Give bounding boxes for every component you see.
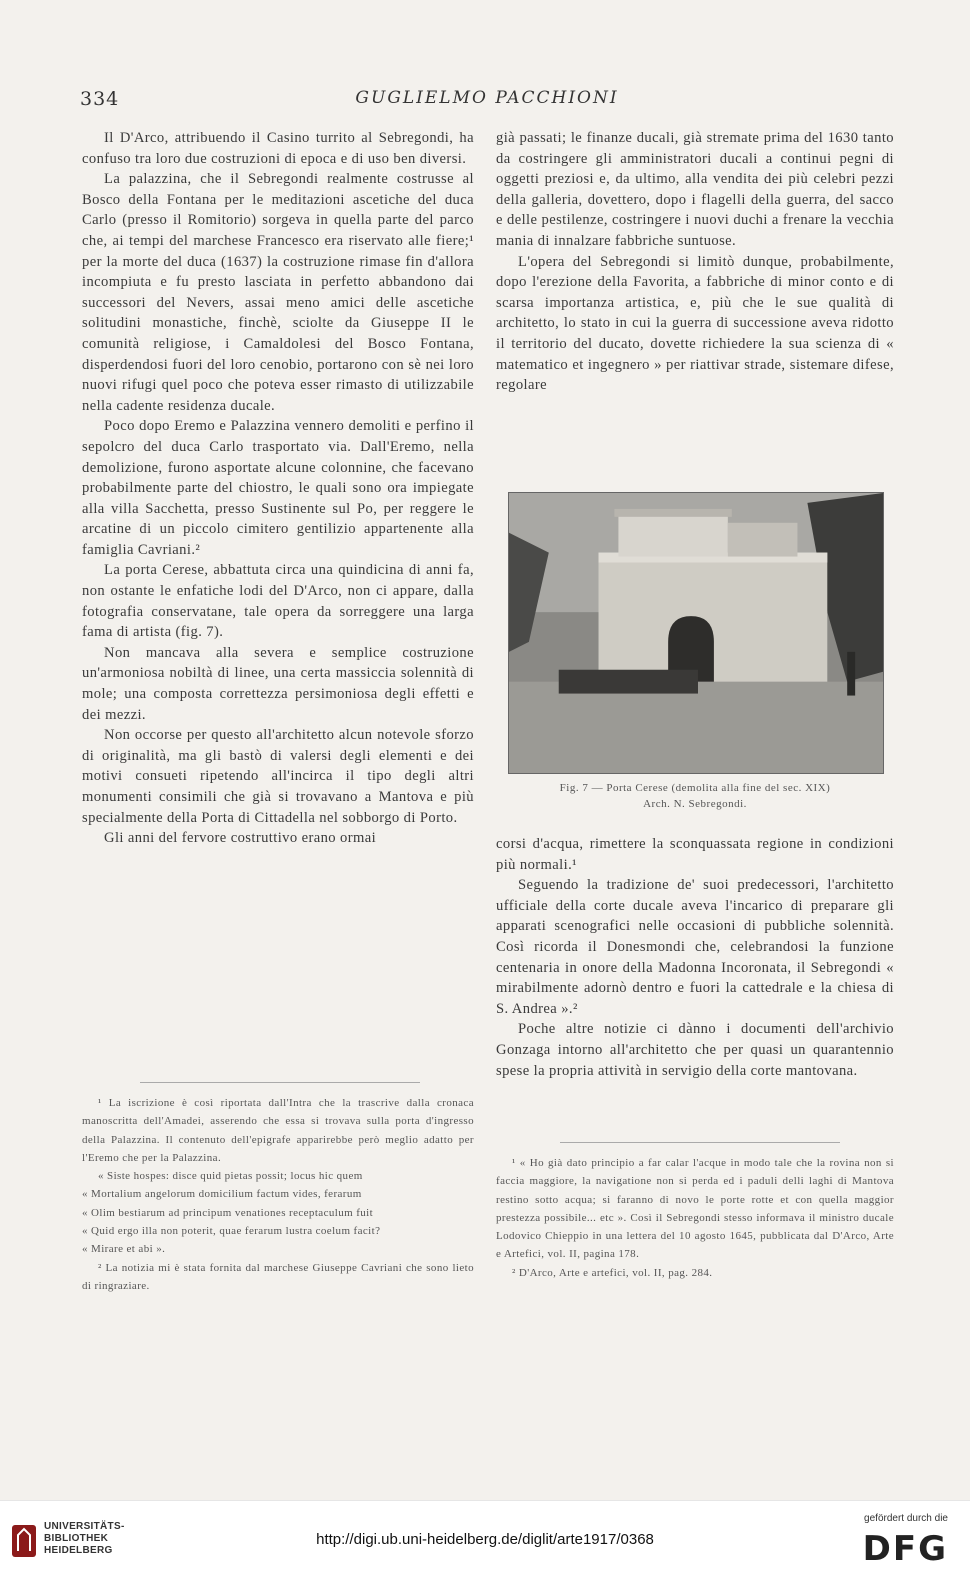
paragraph: Gli anni del fervore costruttivo erano ormai xyxy=(104,830,377,847)
footnote-verse: « Quid ergo illa non poterit, quae ferarum lustra coelum facit? xyxy=(82,1225,381,1238)
paragraph: L'opera del Sebregondi si limitò dunque, probabilmente, dopo l'erezione della Favorita, a fabbriche di minor conto e di scarsa importanza artistica, e, più che le sue qualità di architetto, lo stato in cui la guerra di successione aveva ridotto il territorio del ducato, dovette richiedere la sua scienza di « matematico et ingegnero » per riattivar strade, sistemare difese, regolare xyxy=(496,253,894,394)
footnote: ² La notizia mi è stata fornita dal marchese Giuseppe Cavriani che sono lieto di ringraziare. xyxy=(82,1261,474,1292)
caption-credit: Arch. N. Sebregondi. xyxy=(643,798,747,810)
right-column-top xyxy=(496,128,894,396)
running-title: GUGLIELMO PACCHIONI xyxy=(355,88,619,108)
library-footer xyxy=(0,1500,970,1596)
footnote-verse: « Mirare et abi ». xyxy=(82,1243,166,1256)
university-library-name: UNIVERSITÄTS- BIBLIOTHEK HEIDELBERG xyxy=(44,1521,125,1556)
digital-library-url[interactable]: http://digi.ub.uni-heidelberg.de/diglit/arte1917/0368 xyxy=(316,1531,654,1548)
footnote-verse: « Olim bestiarum ad principum venationes receptaculum fuit xyxy=(82,1206,374,1219)
footnote: ² D'Arco, Arte e artefici, vol. II, pag. 284. xyxy=(512,1266,713,1279)
paragraph: Poco dopo Eremo e Palazzina vennero demoliti e perfino il sepolcro del duca Carlo trasportato via. Dall'Eremo, nella demolizione, furono asportate alcune colonnine, che facevano probabilmente parte del chiostro, le quali sono ora impiegate alla villa Sacchetta, presso Sustinente sul Po, per reggere le arcatine di un piccolo cimitero gentilizio appartenente alla famiglia Cavriani.² xyxy=(82,418,474,558)
page-header xyxy=(80,88,894,116)
footnote-verse: « Mortalium angelorum domicilium factum vides, ferarum xyxy=(82,1188,362,1201)
paragraph: Il D'Arco, attribuendo il Casino turrito al Sebregondi, ha confuso tra loro due costruzioni di epoca e di uso ben diversi. xyxy=(82,130,474,167)
footnote-rule-left xyxy=(140,1082,420,1083)
caption-line: Fig. 7 — Porta Cerese (demolita alla fine del sec. XIX) xyxy=(559,782,831,794)
photo-illustration xyxy=(509,493,883,773)
footnote-verse: « Siste hospes: disce quid pietas possit; locus hic quem xyxy=(98,1170,363,1183)
footnote: ¹ La iscrizione è così riportata dall'Intra che la trascrive dalla cronaca manoscritta dell'Amadei, asserendo che essa si trovava sulla porta d'ingresso della Palazzina. Il contenuto dell'epigrafe apparirebbe però meglio adatto per l'Eremo che per la Palazzina. xyxy=(82,1097,474,1164)
figure-caption xyxy=(496,780,894,812)
paragraph: Seguendo la tradizione de' suoi predecessori, l'architetto ufficiale della corte ducale aveva l'incarico di preparare gli apparati scenografici nelle occasioni di pubbliche solennità. Così ricorda il Donesmondi che, celebrandosi la funzione centenaria in onore della Madonna Incoronata, il Sebregondi « mirabilmente adornò dentro e fuori la cattedrale e la chiesa di S. Andrea ».² xyxy=(496,877,894,1017)
footnote-rule-right xyxy=(560,1142,840,1143)
left-column xyxy=(82,128,474,849)
paragraph: Poche altre notizie ci dànno i documenti dell'archivio Gonzaga intorno all'architetto che per quasi un quarantennio spese la propria attività in servigio della corte mantovana. xyxy=(496,1021,894,1079)
footnote: ¹ « Ho già dato principio a far calar l'acque in modo tale che la rovina non si faccia maggiore, la navigatione non si perda ed i paduli delli laghi di Mantova restino sotto acqua; si faranno di novo le porte rotte et con quella maggior prestezza possibile... etc ». Così il Sebregondi stesso informava il ministro ducale Lodovico Chieppio in una lettera del 10 agosto 1645, pubblicata dal D'Arco, Arte e Artefici, vol. II, pagina 178. xyxy=(496,1157,894,1261)
paragraph: Non occorse per questo all'architetto alcun notevole sforzo di originalità, ma gli bastò di valersi degli elementi e dei motivi consueti ripetendo all'incirca il tipo degli altri monumenti consimili che già si trovavano a Mantova e più specialmente della Porta di Cittadella nel sobborgo di Porto. xyxy=(82,727,474,826)
paragraph: Non mancava alla severa e semplice costruzione un'armoniosa nobiltà di linee, una certa massiccia solennità di mole; una composta correttezza persimoniosa degli effetti e dei mezzi. xyxy=(82,644,474,723)
paragraph: già passati; le finanze ducali, già stremate prima del 1630 tanto da costringere gli amministratori ducali a continui pegni di oggetti preziosi e, da ultimo, alla vendita dei più celebri pezzi della galleria, dovettero, dopo i flagelli della guerra, del sacco e delle pestilenze, costringere i nuovi duchi a frenare la vecchia mania di innalzare fabbriche suntuose. xyxy=(496,130,894,249)
paragraph: La porta Cerese, abbattuta circa una quindicina di anni fa, non ostante le enfatiche lodi del D'Arco, non ci appare, dalla fotografia conservatane, tale opera da sorreggere una larga fama di artista (fig. 7). xyxy=(82,562,474,641)
dfg-funding-label: gefördert durch die xyxy=(864,1513,948,1524)
page-number: 334 xyxy=(80,88,120,110)
porta-cerese-photo xyxy=(508,492,884,774)
dfg-logo: DFG xyxy=(862,1529,948,1569)
paragraph: corsi d'acqua, rimettere la sconquassata regione in condizioni più normali.¹ xyxy=(496,836,894,873)
paragraph: La palazzina, che il Sebregondi realmente costrusse al Bosco della Fontana per le meditazioni ascetiche del duca Carlo (presso il Romitorio) sorgeva in quella parte del parco che, ai tempi del marchese Francesco era riservato alle fiere;¹ per la morte del duca (1637) la costruzione rimase fin d'allora incompiuta e fu presto lasciata in perfetto abbandono dai successori del Nevers, assai meno amici delle ascetiche solitudini monastiche, finchè, sciolte da Giuseppe II le comunità religiose, i Camaldolesi del Bosco Fontana, disperdendosi fuori del loro cenobio, portarono con sè nei loro nuovi rifugi quel poco che poteva esser rimasto di utilizzabile nella cadente residenza ducale. xyxy=(82,171,474,414)
footnotes-left xyxy=(82,1094,474,1295)
footnotes-right xyxy=(496,1154,894,1282)
right-column-bottom xyxy=(496,834,894,1081)
